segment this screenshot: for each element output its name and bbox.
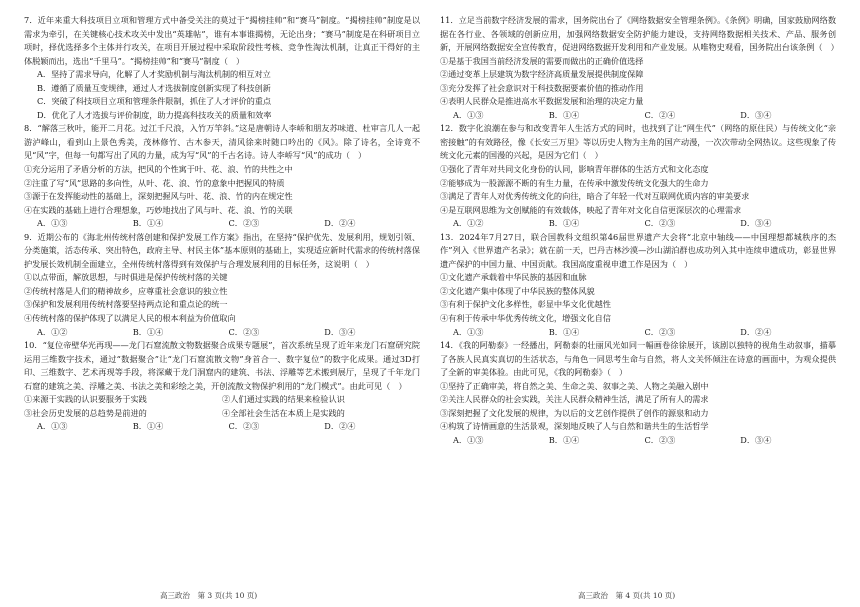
question-stem: 9．近期公布的《海北州传统村落创建和保护发展工作方案》指出，在坚持“保护优先、发展利用，规划引领、分类施策，活态传承、突出特色，政府主导、村民主体”基本原则的基础上，实现适应新时代需求的传统村落保护发展长效机制全面建立，全州传统村落得到有效保护与合理发展利用的目标任务，这说明（ ）: [24, 231, 420, 269]
question-8: [24, 122, 420, 230]
choice-d: D．③④: [324, 326, 356, 337]
statement-3: ③源于在发挥能动性的基础上，深刻把握风与叶、花、浪、竹的内在规定性: [24, 191, 293, 202]
choice-c: C．②③: [228, 326, 260, 337]
question-stem: 8．“解落三秋叶，能开二月花。过江千尺浪，入竹万竿斜。”这是唐朝诗人李峤和朋友苏味道、杜审言几人一起游泸峰山，看到山上景色秀美，茂林修竹、古木参天，清风徐来时随口吟出的《风》。除了诗名，全诗竟不见“风”字，但每一句都写出了风的力量，成为写“风”的千古名诗。诗人李峤写“风”的成功（ ）: [24, 123, 420, 161]
choice-a: A．①③: [453, 326, 484, 337]
choice-b: B．①④: [548, 218, 580, 229]
option-a: A．坚持了需求导向，化解了人才奖励机制与淘汰机制的相互对立: [37, 69, 271, 80]
choice-d: D．③④: [740, 434, 772, 445]
question-stem: 14．《我的阿勒泰》一经播出，阿勒泰的壮丽风光如同一幅画卷徐徐展开，该剧以独特的视角生动叙事，描摹了各族人民真实真切的生活状态，与角色一同思考生命与自然，将人文关怀倾注在诗意的画面中，为观众提供了全新的审美体验。由此可见，《我的阿勒泰》（ ）: [440, 340, 836, 378]
choice-b: B．①④: [548, 109, 580, 120]
statement-1: ①文化遗产承载着中华民族的基因和血脉: [440, 272, 587, 283]
choices-row: [440, 217, 836, 231]
choice-c: C．②③: [644, 326, 676, 337]
choice-a: A．①③: [37, 218, 68, 229]
choice-d: D．②④: [740, 326, 772, 337]
statement-4: ④是互联网思维为文创赋能的有效载体，映起了青年对文化自信更深层次的心理需求: [440, 204, 742, 215]
choice-d: D．③④: [740, 218, 772, 229]
question-7: [24, 14, 420, 122]
statement-2: ②注重了写“风”思路的多向性，从叶、花、浪、竹的意象中把握风的特质: [24, 177, 285, 188]
statement-3: ③满足了青年人对优秀传统文化的向往，暗合了年轻一代对互联网优质内容的审美要求: [440, 191, 750, 202]
option-d: D．优化了人才选拔与评价制度，助力提高科技攻关的质量和效率: [37, 109, 272, 120]
statement-1: ①充分运用了矛盾分析的方法，把风的个性寓于叶、花、浪、竹的共性之中: [24, 164, 293, 175]
statement-4: ④有利于传承中华优秀传统文化，增强文化自信: [440, 313, 611, 324]
choice-c: C．②③: [228, 421, 260, 432]
statement-2: ②人们通过实践的结果来检验认识: [222, 394, 345, 405]
choice-a: A．①③: [453, 434, 484, 445]
page-footer-right: 高三政治 第 4 页(共 10 页): [578, 591, 676, 600]
left-column: [24, 14, 420, 434]
choice-d: D．②④: [324, 218, 356, 229]
statement-3: ③充分发挥了社会意识对于科技数据要素价值的推动作用: [440, 82, 644, 93]
statement-3: ③有利于保护文化多样性，彰显中华文化优越性: [440, 299, 611, 310]
statement-4: ④表明人民群众是推进高水平数据发展和治理的决定力量: [440, 96, 644, 107]
question-12: [440, 122, 836, 230]
choice-c: C．②③: [228, 218, 260, 229]
statement-2: ②通过变革上层建筑为数字经济高质量发展提供制度保障: [440, 69, 644, 80]
option-b: B．遵循了质量互变规律，通过人才选拔制度创新实现了科技创新: [37, 82, 271, 93]
choice-b: B．①④: [132, 218, 164, 229]
statements-row-2: [24, 407, 420, 421]
choices-row: [24, 420, 420, 434]
choice-a: A．①②: [37, 326, 68, 337]
question-stem: 13．2024年7月27日，联合国教科文组织第46届世界遗产大会将“北京中轴线——中国理想都城秩序的杰作”列入《世界遗产名录》；就在前一天，巴丹吉林沙漠—沙山湖泊群也成功列入其中连续申遗成功，彰显世界遗产保护的中国力量、中国贡献。我国高度重视申遗工作是因为（ ）: [440, 231, 836, 269]
statement-1: ①是基于我国当前经济发展的需要而做出的正确价值选择: [440, 55, 644, 66]
question-10: [24, 339, 420, 434]
question-stem: 7．近年来重大科技项目立项和管理方式中备受关注的莫过于“揭榜挂帅”和“赛马”制度。“揭榜挂帅”制度是以需求为牵引，在关键核心技术攻关中发出“英雄帖”，谁有本事谁揭榜，无论出身；“赛马”制度是在科研项目立项时，择优选择多个主体并行攻关，在项目开展过程中采取阶段性考核、竞争性淘汰机制，让真正干得好的主体脱颖而出，选出“千里马”。“揭榜挂帅”和“赛马”制度（ ）: [24, 15, 420, 66]
statement-4: ④全部社会生活在本质上是实践的: [222, 407, 345, 418]
question-13: [440, 231, 836, 339]
choices-row: [440, 109, 836, 123]
statement-1: ①以点带面，解放思想，与时俱进是保护传统村落的关键: [24, 272, 228, 283]
choice-d: D．②④: [324, 421, 356, 432]
choices-row: [24, 217, 420, 231]
statement-4: ④传统村落的保护体现了以满足人民的根本利益为价值取向: [24, 313, 236, 324]
choice-b: B．①④: [548, 326, 580, 337]
choice-a: A．①②: [453, 218, 484, 229]
right-column: [440, 14, 839, 448]
choice-c: C．②④: [644, 109, 676, 120]
question-14: [440, 339, 836, 447]
statement-2: ②文化遗产集中体现了中华民族的整体风貌: [440, 285, 595, 296]
statement-4: ④在实践的基础上进行合理想象，巧妙地找出了风与叶、花、浪、竹的关联: [24, 204, 293, 215]
choices-row: [24, 326, 420, 340]
question-9: [24, 231, 420, 339]
choices-row: [440, 434, 836, 448]
statements-row-1: [24, 393, 420, 407]
statement-1: ①坚持了正确审美，将自然之美、生命之美、叙事之美、人物之美融入剧中: [440, 380, 709, 391]
statement-3: ③保护和发展利用传统村落要坚持两点论和重点论的统一: [24, 299, 228, 310]
choice-b: B．①④: [548, 434, 580, 445]
question-stem: 12．数字化浪潮在参与和改变青年人生活方式的同时，也找到了让“网生代”（网络的原住民）与传统文化“亲密接触”的有效路径，像《长安三万里》等以历史人物为主角的国产动漫，一次次带动全网热议。这些现象了传统文化元素的国漫的兴起，是因为它们（ ）: [440, 123, 836, 161]
question-stem: 11．立足当前数字经济发展的需求，国务院出台了《网络数据安全管理条例》。《条例》明确，国家鼓励网络数据在各行业、各领域的创新应用，加强网络数据安全防护能力建设，支持网络数据相关技术、产品、服务创新，开展网络数据安全宣传教育，促进网络数据开发利用和产业发展。从唯物史观看，国务院出台该条例（ ）: [440, 15, 839, 53]
statement-1: ①强化了青年对共同文化身份的认同，影响青年群体的生活方式和文化态度: [440, 164, 709, 175]
choice-b: B．①④: [132, 421, 164, 432]
question-11: [440, 14, 839, 122]
statement-4: ④构筑了诗情画意的生活景观，深刻地反映了人与自然和谐共生的生活哲学: [440, 421, 709, 432]
statement-2: ②关注人民群众的社会实践，关注人民群众精神生活，满足了所有人的需求: [440, 394, 709, 405]
statement-2: ②能够成为一股源源不断的有生力量，在传承中激发传统文化强大的生命力: [440, 177, 709, 188]
option-c: C．突破了科技项目立项和管理条件限制，抓住了人才评价的重点: [37, 96, 272, 107]
choice-c: C．②③: [644, 218, 676, 229]
statement-2: ②传统村落是人们的精神故乡，应尊重社会意识的独立性: [24, 285, 228, 296]
statement-1: ①来源于实践的认识要服务于实践: [24, 394, 147, 405]
choice-a: A．①③: [37, 421, 68, 432]
statement-3: ③深刻把握了文化发展的规律，为以后的文艺创作提供了创作的源泉和动力: [440, 407, 709, 418]
choice-b: B．①④: [132, 326, 164, 337]
choice-a: A．①③: [453, 109, 484, 120]
choice-c: C．②③: [644, 434, 676, 445]
statement-3: ③社会历史发展的总趋势是前进的: [24, 407, 147, 418]
page-footer-left: 高三政治 第 3 页(共 10 页): [160, 591, 258, 600]
question-stem: 10．“复位帝壁华光再现——龙门石窟流散文物数据聚合成果专题展”，首次系统呈现了近年来龙门石窟研究院运用三维数字技术，通过“数据聚合”让“龙门石窟流散文物”身首合一、数字复位”的数字化成果。通过3D打印、三维数字、艺术再现等手段，将深藏于龙门洞窟内的建筑、书法、浮雕等艺术搬到展厅，呈现了千年龙门石窟的建筑之美、浮雕之美、书法之美和彩绘之美，开创流散文物保护利用的“龙门模式”。由此可见（ ）: [24, 340, 420, 391]
choice-d: D．③④: [740, 109, 772, 120]
choices-row: [440, 326, 836, 340]
